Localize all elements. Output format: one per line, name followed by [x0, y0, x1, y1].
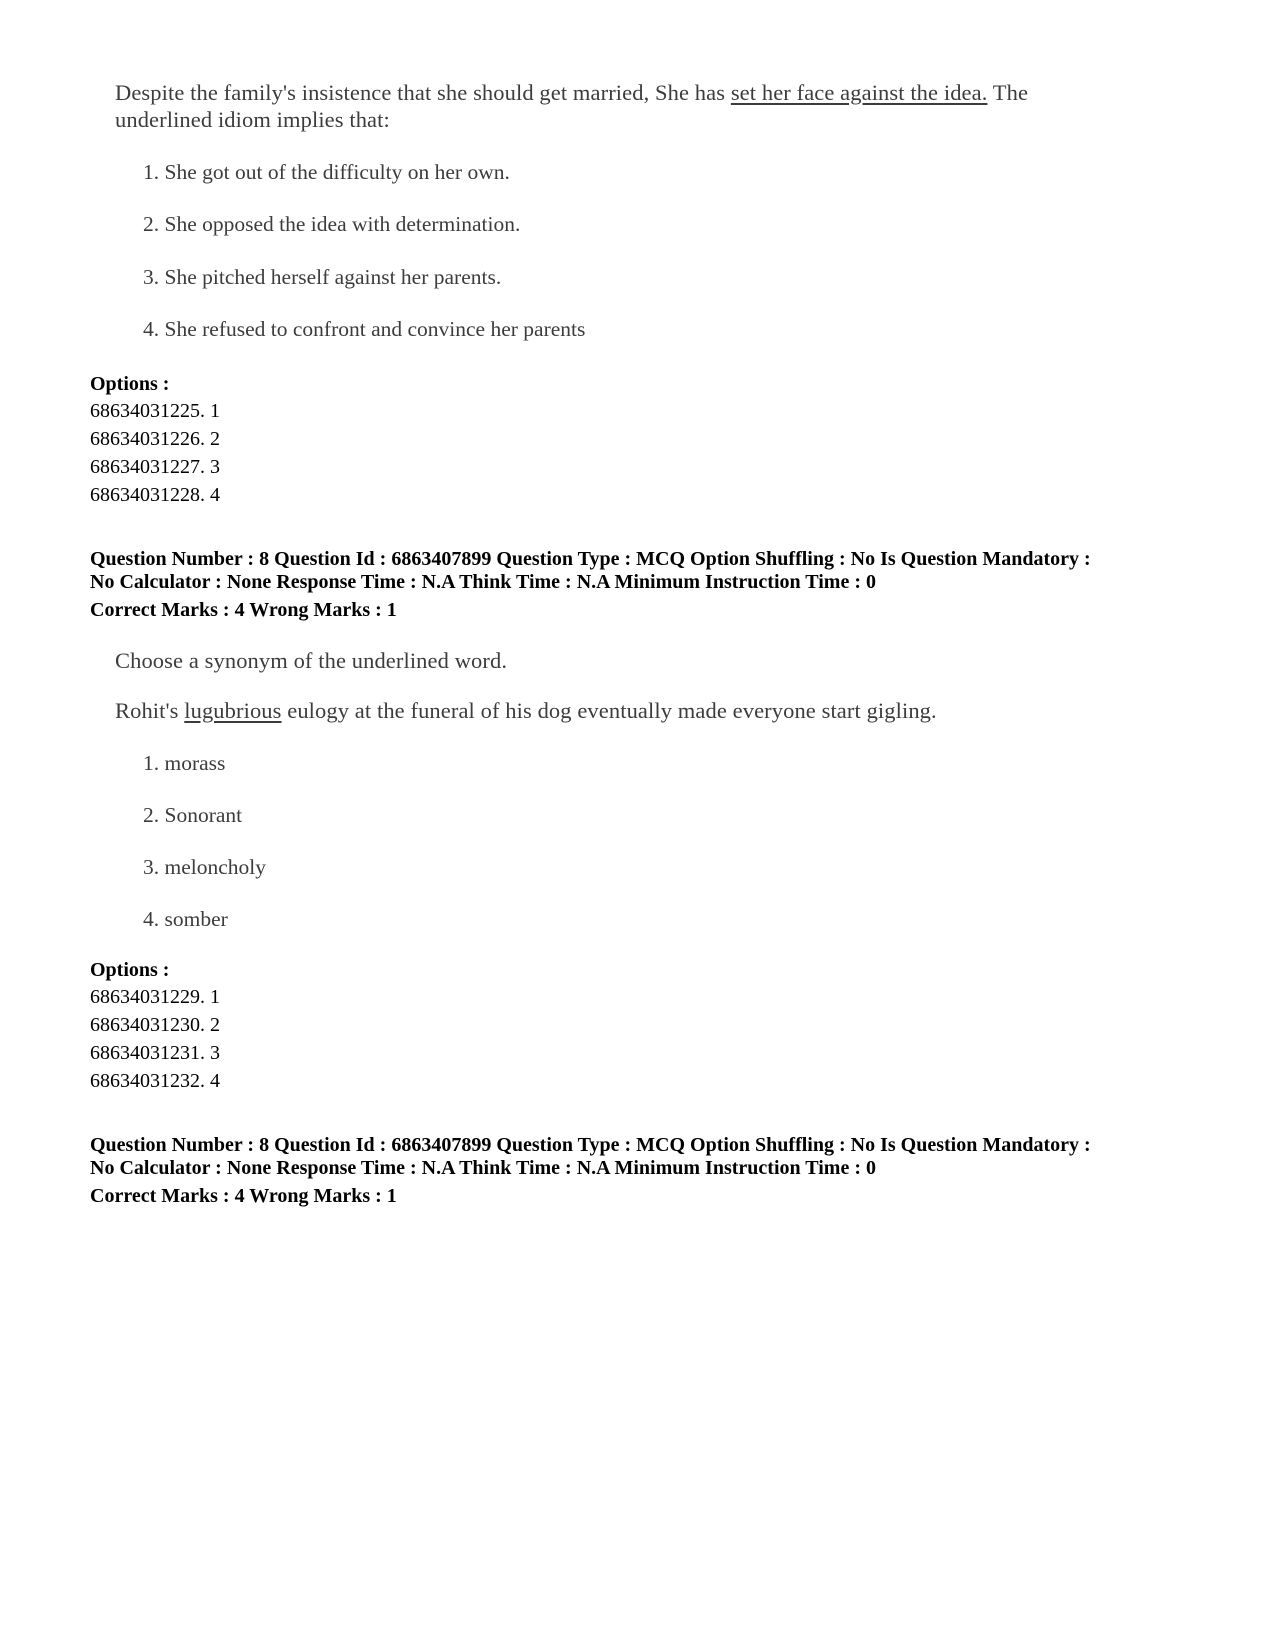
option-id-2: 68634031230. 2 — [90, 1014, 220, 1036]
option-id-1: 68634031229. 1 — [90, 986, 220, 1008]
question-stem-line2: underlined idiom implies that: — [115, 107, 390, 132]
choice-4: 4. somber — [143, 907, 228, 931]
option-id-3: 68634031231. 3 — [90, 1042, 220, 1064]
next-question-meta-line2: No Calculator : None Response Time : N.A Think Time : N.A Minimum Instruction Time : 0 — [90, 1157, 876, 1179]
question-stem-line1: Despite the family's insistence that she should get married, She has set her face against the idea. The — [115, 80, 1029, 105]
option-id-2: 68634031226. 2 — [90, 428, 220, 450]
question-meta-line2: No Calculator : None Response Time : N.A Think Time : N.A Minimum Instruction Time : 0 — [90, 571, 876, 593]
options-label: Options : — [90, 373, 170, 395]
choice-3: 3. meloncholy — [143, 855, 267, 879]
question-sentence: Rohit's lugubrious eulogy at the funeral of his dog eventually made everyone start gigling. — [115, 698, 937, 723]
choice-2: 2. She opposed the idea with determination. — [143, 212, 521, 236]
option-id-4: 68634031232. 4 — [90, 1070, 220, 1092]
option-id-1: 68634031225. 1 — [90, 400, 220, 422]
choice-1: 1. morass — [143, 751, 226, 775]
choice-3: 3. She pitched herself against her parents. — [143, 265, 502, 289]
question-marks: Correct Marks : 4 Wrong Marks : 1 — [90, 599, 397, 621]
option-id-4: 68634031228. 4 — [90, 484, 220, 506]
next-question-meta-line1: Question Number : 8 Question Id : 6863407899 Question Type : MCQ Option Shuffling : No Is Question Mandatory : — [90, 1134, 1091, 1156]
choice-1: 1. She got out of the difficulty on her own. — [143, 160, 510, 184]
question-meta-line1: Question Number : 8 Question Id : 6863407899 Question Type : MCQ Option Shuffling : No Is Question Mandatory : — [90, 548, 1091, 570]
choice-4: 4. She refused to confront and convince her parents — [143, 317, 586, 341]
choice-2: 2. Sonorant — [143, 803, 243, 827]
option-id-3: 68634031227. 3 — [90, 456, 220, 478]
underlined-word: lugubrious — [184, 698, 282, 723]
underlined-idiom: set her face against the idea. — [730, 80, 988, 105]
options-label: Options : — [90, 959, 170, 981]
question-instruction: Choose a synonym of the underlined word. — [115, 648, 508, 673]
next-question-marks: Correct Marks : 4 Wrong Marks : 1 — [90, 1185, 397, 1207]
